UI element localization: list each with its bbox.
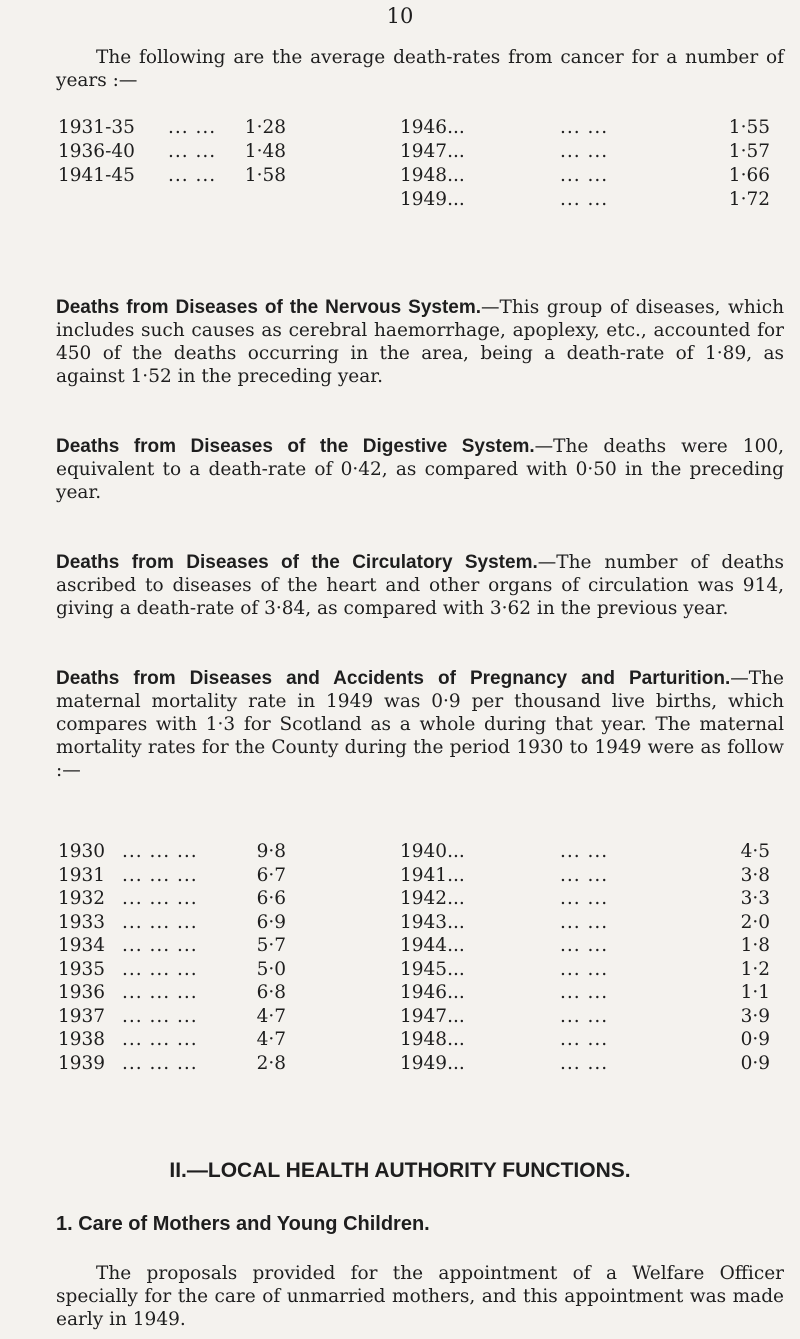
digestive-text: —The deaths were 100, equivalent to a death-rate of 0·42, as compared with 0·50 in the preceding year. [56, 436, 784, 503]
maternal-rate-value: 6·8 [256, 982, 286, 1003]
maternal-rate-row [0, 1029, 800, 1052]
circulatory-heading: Deaths from Diseases of the Circulatory System. [56, 552, 538, 573]
leader-dots: ... ... [560, 841, 609, 862]
care-heading: 1. Care of Mothers and Young Children. [56, 1213, 430, 1235]
cancer-rate-value: 1·72 [728, 189, 770, 210]
maternal-rate-label: 1943... [400, 911, 465, 933]
maternal-rate-value: 1·8 [740, 935, 770, 956]
maternal-rate-value: 4·7 [256, 1005, 286, 1027]
nervous-text: —This group of diseases, which includes such causes as cerebral haemorrhage, apoplexy, etc., accounted for 450 of the deaths occurring in the area, being a death-rate of 1·89, as against 1·52 in the preceding year. [56, 297, 784, 387]
cancer-rate-value: 1·28 [244, 117, 286, 138]
maternal-rate-label: 1931 [58, 864, 106, 886]
cancer-rate-label: 1936-40 [58, 141, 135, 162]
maternal-rate-value: 6·7 [256, 864, 286, 886]
leader-dots: ... ... ... [122, 982, 198, 1003]
leader-dots: ... ... [560, 958, 609, 980]
care-paragraph [56, 1262, 784, 1331]
maternal-rate-value: 5·0 [256, 958, 286, 980]
maternal-rate-label: 1933 [58, 911, 106, 933]
cancer-rate-label: 1947... [400, 141, 465, 162]
maternal-rate-label: 1944... [400, 935, 465, 956]
leader-dots: ... ... ... [122, 1029, 198, 1050]
leader-dots: ... ... ... [122, 1052, 198, 1074]
cancer-rate-label: 1931-35 [58, 117, 135, 138]
cancer-rate-row [0, 141, 800, 164]
maternal-rate-label: 1947... [400, 1005, 465, 1027]
leader-dots: ... ... [560, 117, 609, 138]
maternal-rate-row [0, 865, 800, 888]
leader-dots: ... ... [168, 141, 217, 162]
maternal-rate-label: 1945... [400, 958, 465, 980]
cancer-rate-value: 1·58 [244, 165, 286, 186]
maternal-rate-label: 1935 [58, 958, 106, 980]
maternal-rate-row [0, 888, 800, 911]
maternal-rate-label: 1941... [400, 864, 465, 886]
maternal-rate-value: 2·0 [740, 911, 770, 933]
maternal-rate-label: 1948... [400, 1029, 465, 1050]
cancer-rate-row [0, 189, 800, 212]
leader-dots: ... ... [560, 1005, 609, 1027]
maternal-rate-value: 6·9 [256, 911, 286, 933]
cancer-rate-value: 1·48 [244, 141, 286, 162]
leader-dots: ... ... [560, 935, 609, 956]
leader-dots: ... ... [168, 165, 217, 186]
digestive-heading: Deaths from Diseases of the Digestive System. [56, 436, 535, 457]
leader-dots: ... ... [560, 165, 609, 186]
maternal-rate-value: 9·8 [256, 841, 286, 862]
nervous-paragraph [56, 296, 784, 388]
leader-dots: ... ... [560, 911, 609, 933]
maternal-rate-value: 1·2 [740, 958, 770, 980]
maternal-rate-row [0, 841, 800, 864]
maternal-rate-label: 1932 [58, 888, 106, 909]
leader-dots: ... ... ... [122, 864, 198, 886]
leader-dots: ... ... [560, 982, 609, 1003]
page-number: 10 [386, 4, 414, 28]
maternal-rate-value: 1·1 [740, 982, 770, 1003]
cancer-rate-value: 1·66 [728, 165, 770, 186]
leader-dots: ... ... [560, 141, 609, 162]
maternal-rate-label: 1946... [400, 982, 465, 1003]
care-text: The proposals provided for the appointment of a Welfare Officer specially for the care of unmarried mothers, and this appointment was made early in 1949. [56, 1263, 784, 1330]
cancer-rate-row [0, 165, 800, 188]
maternal-rate-value: 0·9 [740, 1029, 770, 1050]
maternal-rate-label: 1940... [400, 841, 465, 862]
maternal-rate-value: 4·5 [740, 841, 770, 862]
maternal-rate-row [0, 959, 800, 982]
maternal-rate-label: 1942... [400, 888, 465, 909]
pregnancy-paragraph [56, 667, 784, 782]
maternal-rate-label: 1938 [58, 1029, 106, 1050]
maternal-rate-value: 5·7 [256, 935, 286, 956]
leader-dots: ... ... [560, 888, 609, 909]
maternal-rate-row [0, 982, 800, 1005]
cancer-rate-label: 1949... [400, 189, 465, 210]
leader-dots: ... ... ... [122, 911, 198, 933]
maternal-rate-value: 3·9 [740, 1005, 770, 1027]
maternal-rate-label: 1930 [58, 841, 106, 862]
maternal-rate-row [0, 1006, 800, 1029]
maternal-rate-label: 1939 [58, 1052, 106, 1074]
cancer-rate-value: 1·57 [728, 141, 770, 162]
pregnancy-heading: Deaths from Diseases and Accidents of Pregnancy and Parturition. [56, 668, 731, 689]
maternal-rate-value: 4·7 [256, 1029, 286, 1050]
intro-paragraph [56, 46, 784, 92]
cancer-rate-label: 1941-45 [58, 165, 135, 186]
leader-dots: ... ... ... [122, 888, 198, 909]
maternal-rate-row [0, 912, 800, 935]
circulatory-paragraph [56, 551, 784, 620]
maternal-rate-row [0, 1053, 800, 1076]
leader-dots: ... ... [560, 1029, 609, 1050]
maternal-rate-value: 6·6 [256, 888, 286, 909]
maternal-rate-label: 1937 [58, 1005, 106, 1027]
maternal-rate-label: 1934 [58, 935, 106, 956]
leader-dots: ... ... ... [122, 1005, 198, 1027]
maternal-rate-label: 1949... [400, 1052, 465, 1074]
maternal-rate-value: 3·8 [740, 864, 770, 886]
cancer-rate-label: 1946... [400, 117, 465, 138]
cancer-rate-label: 1948... [400, 165, 465, 186]
nervous-heading: Deaths from Diseases of the Nervous System. [56, 297, 482, 318]
maternal-rate-value: 0·9 [740, 1052, 770, 1074]
cancer-rate-value: 1·55 [728, 117, 770, 138]
digestive-paragraph [56, 435, 784, 504]
maternal-rate-row [0, 935, 800, 958]
leader-dots: ... ... ... [122, 935, 198, 956]
leader-dots: ... ... [560, 864, 609, 886]
leader-dots: ... ... [560, 189, 609, 210]
leader-dots: ... ... [168, 117, 217, 138]
circulatory-text: —The number of deaths ascribed to diseases of the heart and other organs of circulation was 914, giving a death-rate of 3·84, as compared with 3·62 in the previous year. [56, 552, 785, 619]
pregnancy-text: —The maternal mortality rate in 1949 was 0·9 per thousand live births, which compares with 1·3 for Scotland as a whole during that year. The maternal mortality rates for the County during the period 1930 to 1949 were as follow :— [56, 668, 784, 781]
leader-dots: ... ... [560, 1052, 609, 1074]
cancer-rate-row [0, 117, 800, 140]
maternal-rate-label: 1936 [58, 982, 106, 1003]
maternal-rate-value: 3·3 [740, 888, 770, 909]
leader-dots: ... ... ... [122, 958, 198, 980]
leader-dots: ... ... ... [122, 841, 198, 862]
section-title: II.—LOCAL HEALTH AUTHORITY FUNCTIONS. [169, 1159, 631, 1182]
maternal-rate-value: 2·8 [256, 1052, 286, 1074]
intro-text: The following are the average death-rates from cancer for a number of years :— [56, 47, 784, 91]
